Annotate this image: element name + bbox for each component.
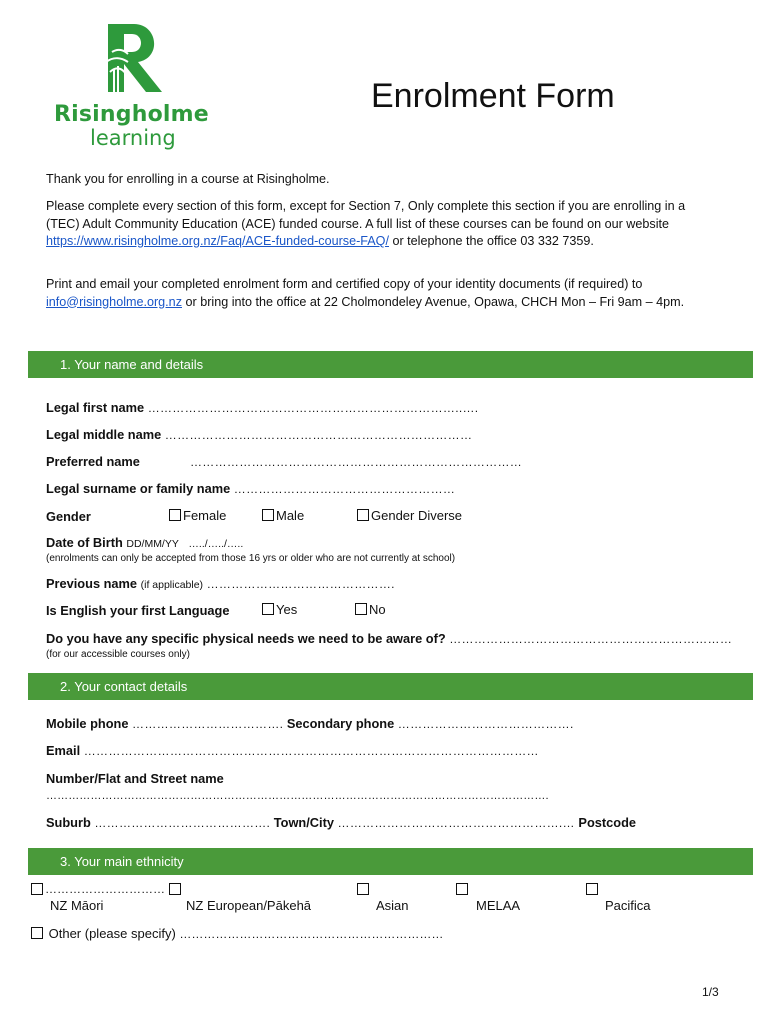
section-3-header bbox=[28, 848, 753, 875]
intro-submission bbox=[46, 276, 711, 311]
legal-first-name-field[interactable]: …………………………………………………………………..…. bbox=[147, 401, 479, 415]
secondary-phone-field[interactable]: ……………………………………. bbox=[397, 717, 574, 731]
checkbox-pacifica[interactable] bbox=[586, 883, 598, 895]
preferred-name-field[interactable] bbox=[190, 454, 522, 469]
physical-needs-row bbox=[46, 631, 732, 646]
checkbox-gender-diverse[interactable] bbox=[357, 509, 369, 521]
gender-label: Gender bbox=[46, 509, 91, 524]
postcode-label: Postcode bbox=[578, 815, 637, 830]
gender-option-female[interactable] bbox=[169, 508, 226, 523]
risingholme-logo bbox=[52, 18, 222, 158]
english-first-language-label: Is English your first Language bbox=[46, 603, 230, 618]
logo-name: Risingholme bbox=[54, 102, 209, 127]
suburb-label: Suburb bbox=[46, 815, 91, 830]
section-1-title: 1. Your name and details bbox=[60, 357, 204, 372]
checkbox-female[interactable] bbox=[169, 509, 181, 521]
checkbox-other[interactable] bbox=[31, 927, 43, 939]
surname-row bbox=[46, 481, 455, 496]
english-option-no[interactable] bbox=[355, 602, 386, 617]
previous-name-field[interactable]: ………………………………………. bbox=[206, 577, 395, 591]
physical-needs-field[interactable]: …………………………………………………………… bbox=[449, 632, 733, 646]
page-title: Enrolment Form bbox=[371, 77, 615, 115]
intro-instructions bbox=[46, 198, 711, 251]
email-link[interactable]: info@risingholme.org.nz bbox=[46, 294, 182, 309]
english-yes-label: Yes bbox=[276, 602, 298, 617]
intro-instructions-tail: or telephone the office 03 332 7359. bbox=[388, 234, 594, 248]
ethnicity-first-dots: ………………………… bbox=[45, 882, 165, 896]
intro-instructions-text: Please complete every section of this form, except for Section 7, Only complete this section if you are enrolling in a (TEC) Adult Community Education (ACE) funded course. A full list of these courses can be found on our website bbox=[46, 199, 686, 231]
ethnicity-asian-label: Asian bbox=[376, 898, 409, 913]
address-field[interactable]: ………………………………………………………………………………………………………………………. bbox=[46, 790, 549, 802]
intro-thanks: Thank you for enrolling in a course at Risingholme. bbox=[46, 172, 330, 186]
legal-first-name-label: Legal first name bbox=[46, 400, 145, 415]
logo-subtitle: learning bbox=[90, 126, 176, 150]
preferred-name-dots: ……………………………………………………………………… bbox=[190, 455, 523, 469]
previous-name-note: (if applicable) bbox=[140, 579, 204, 591]
email-label: Email bbox=[46, 743, 81, 758]
gender-male-label: Male bbox=[276, 508, 305, 523]
section-3-title: 3. Your main ethnicity bbox=[60, 854, 184, 869]
surname-label: Legal surname or family name bbox=[46, 481, 231, 496]
dob-format: DD/MM/YY bbox=[126, 538, 179, 550]
logo-r-icon bbox=[104, 22, 168, 94]
previous-name-label: Previous name bbox=[46, 576, 138, 591]
legal-first-name-row bbox=[46, 400, 478, 415]
surname-field[interactable]: ……………………………………………… bbox=[233, 482, 456, 496]
phone-row bbox=[46, 716, 574, 731]
gender-option-diverse[interactable] bbox=[357, 508, 462, 523]
gender-diverse-label: Gender Diverse bbox=[371, 508, 463, 523]
section-2-title: 2. Your contact details bbox=[60, 679, 188, 694]
physical-needs-note: (for our accessible courses only) bbox=[46, 649, 190, 660]
gender-female-label: Female bbox=[183, 508, 227, 523]
dob-note: (enrolments can only be accepted from those 16 yrs or older who are not currently at school) bbox=[46, 553, 456, 564]
dob-field[interactable]: …../…../….. bbox=[188, 538, 244, 550]
town-field[interactable]: ……………………………………………….… bbox=[337, 816, 575, 830]
checkbox-male[interactable] bbox=[262, 509, 274, 521]
ethnicity-nz-european-label: NZ European/Pākehā bbox=[186, 898, 312, 913]
dob-row bbox=[46, 535, 243, 550]
page-number: 1/3 bbox=[702, 985, 719, 999]
section-1-header bbox=[28, 351, 753, 378]
checkbox-melaa[interactable] bbox=[456, 883, 468, 895]
mobile-phone-field[interactable]: ………………………………. bbox=[132, 717, 284, 731]
checkbox-nz-maori[interactable] bbox=[31, 883, 43, 895]
email-row bbox=[46, 743, 539, 758]
legal-middle-name-row bbox=[46, 427, 472, 442]
secondary-phone-label: Secondary phone bbox=[286, 716, 395, 731]
ace-faq-link[interactable]: https://www.risingholme.org.nz/Faq/ACE-funded-course-FAQ/ bbox=[46, 234, 389, 248]
checkbox-asian[interactable] bbox=[357, 883, 369, 895]
ethnicity-other-field[interactable]: ………………………………………………………… bbox=[179, 927, 444, 941]
gender-option-male[interactable] bbox=[262, 508, 304, 523]
preferred-name-label: Preferred name bbox=[46, 454, 140, 469]
ethnicity-other-label: Other (please specify) bbox=[48, 926, 176, 941]
checkbox-nz-european[interactable] bbox=[169, 883, 181, 895]
mobile-phone-label: Mobile phone bbox=[46, 716, 129, 731]
address-label: Number/Flat and Street name bbox=[46, 771, 224, 786]
checkbox-english-yes[interactable] bbox=[262, 603, 274, 615]
legal-middle-name-field[interactable]: ………………………………………………………………… bbox=[164, 428, 473, 442]
english-option-yes[interactable] bbox=[262, 602, 297, 617]
ethnicity-other-row[interactable] bbox=[31, 926, 443, 941]
intro-submission-tail: or bring into the office at 22 Cholmondeley Avenue, Opawa, CHCH Mon – Fri 9am – 4pm. bbox=[182, 294, 685, 309]
checkbox-english-no[interactable] bbox=[355, 603, 367, 615]
email-field[interactable]: ………………………………………………………………………………………………… bbox=[83, 744, 539, 758]
ethnicity-pacifica-label: Pacifica bbox=[605, 898, 651, 913]
dob-label: Date of Birth bbox=[46, 535, 123, 550]
previous-name-row bbox=[46, 576, 395, 591]
suburb-field[interactable]: ……………………………………. bbox=[94, 816, 271, 830]
legal-middle-name-label: Legal middle name bbox=[46, 427, 162, 442]
intro-submission-text: Print and email your completed enrolment form and certified copy of your identity documents (if required) to bbox=[46, 277, 643, 291]
ethnicity-nz-maori-label: NZ Māori bbox=[50, 898, 104, 913]
town-label: Town/City bbox=[273, 815, 334, 830]
suburb-row bbox=[46, 815, 636, 830]
ethnicity-melaa-label: MELAA bbox=[476, 898, 521, 913]
english-no-label: No bbox=[369, 602, 386, 617]
physical-needs-label: Do you have any specific physical needs we need to be aware of? bbox=[46, 631, 446, 646]
section-2-header bbox=[28, 673, 753, 700]
